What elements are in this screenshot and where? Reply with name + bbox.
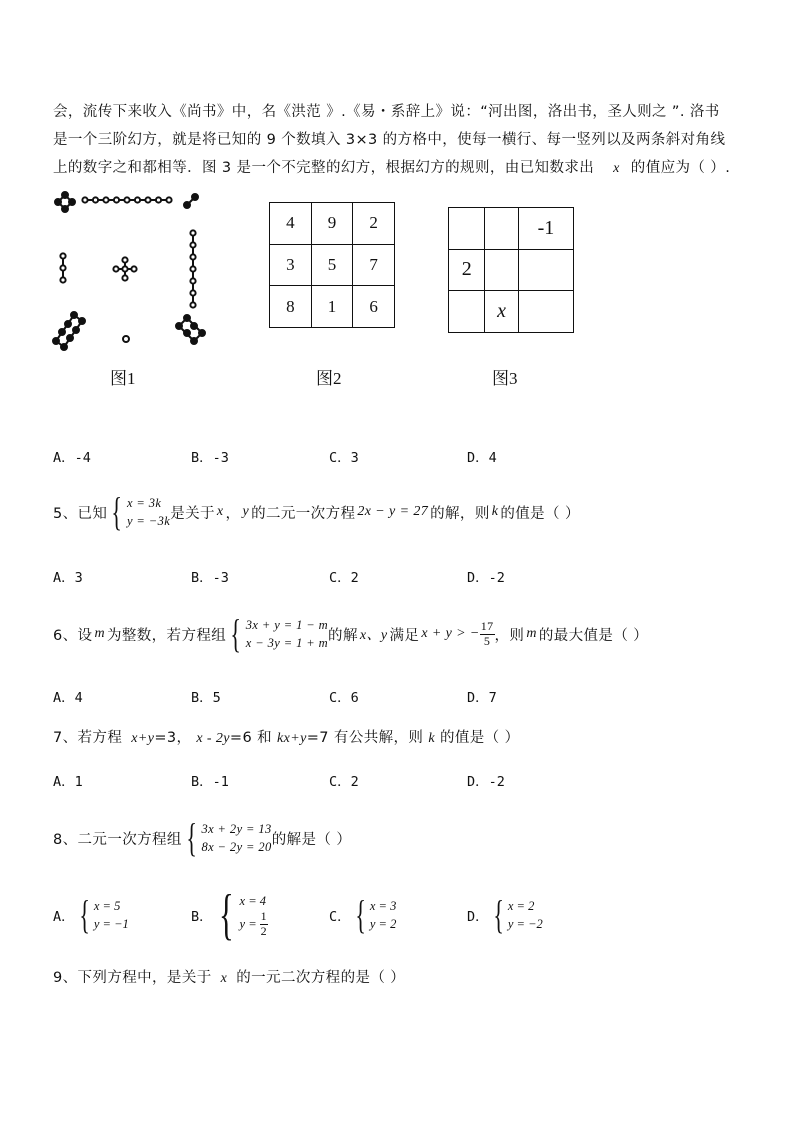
- grid-cell: [485, 249, 518, 291]
- fig2-caption: 图2: [316, 369, 342, 388]
- grid-cell: [449, 208, 485, 250]
- q6-equation-system: { 3x + y = 1 − m x − 3y = 1 + m: [230, 611, 329, 656]
- question-9: 9、下列方程中，是关于 x 的一元二次方程的是（ ）: [53, 970, 406, 986]
- brace-icon: {: [111, 489, 123, 534]
- grid-cell: 7: [353, 244, 395, 286]
- dot-group-1: [123, 336, 129, 342]
- brace-icon: {: [78, 892, 90, 937]
- dot-group-8: [53, 312, 85, 350]
- fig1-caption: 图1: [110, 369, 136, 388]
- grid-cell: [518, 291, 573, 333]
- grid-cell: 9: [311, 203, 353, 245]
- q8-option-d[interactable]: D． { x = 2 y = −2: [467, 892, 543, 937]
- grid-cell: x: [485, 291, 518, 333]
- q5-equation-system: { x = 3k y = −3k: [111, 489, 171, 534]
- dot-group-9: [82, 197, 171, 202]
- q4-option-c[interactable]: C．3: [329, 450, 359, 466]
- grid-cell: 1: [311, 286, 353, 328]
- dot-group-7: [190, 230, 195, 307]
- q7-option-b[interactable]: B．-1: [191, 774, 229, 790]
- grid-cell: [518, 249, 573, 291]
- dot-group-4: [55, 192, 75, 212]
- question-6: 6、设 m 为整数，若方程组 { 3x + y = 1 − m x − 3y = 1 + m 的解 x、y 满足 x + y > − $\frac{17}{5}$ ，则 m 的最大值是（ ）: [53, 611, 649, 656]
- dot-group-2: [184, 194, 198, 208]
- dot-group-3: [60, 253, 65, 282]
- q5-option-c[interactable]: C．2: [329, 570, 359, 586]
- question-7: 7、若方程 x+y=3， x - 2y=6 和 kx+y=7 有公共解，则 k 的值是（ ）: [53, 730, 520, 746]
- grid-cell: 5: [311, 244, 353, 286]
- q5-option-a[interactable]: A．3: [53, 570, 83, 586]
- intro-line-1: 会，流传下来收入《尚书》中，名《洪范 》.《易・系辞上》说：“河出图，洛出书，圣人则之 ”. 洛书: [53, 104, 720, 120]
- q7-option-a[interactable]: A．1: [53, 774, 83, 790]
- q4-option-a[interactable]: A．-4: [53, 450, 91, 466]
- grid-cell: 6: [353, 286, 395, 328]
- q8-option-c[interactable]: C． { x = 3 y = 2: [329, 892, 397, 937]
- brace-icon: {: [230, 611, 242, 656]
- q5-option-b[interactable]: B．-3: [191, 570, 229, 586]
- q7-option-c[interactable]: C．2: [329, 774, 359, 790]
- luoshu-dot-figure: [50, 188, 210, 358]
- magic-square-grid: [269, 202, 395, 328]
- grid-cell: [449, 291, 485, 333]
- grid-cell: 2: [353, 203, 395, 245]
- q4-option-d[interactable]: D．4: [467, 450, 497, 466]
- q8-equation-system: { 3x + 2y = 13 8x − 2y = 20: [186, 815, 272, 860]
- q6-option-d[interactable]: D．7: [467, 690, 497, 706]
- q7-option-d[interactable]: D．-2: [467, 774, 505, 790]
- q6-option-b[interactable]: B．5: [191, 690, 221, 706]
- grid-cell: -1: [518, 208, 573, 250]
- fig3-caption: 图3: [492, 369, 518, 388]
- grid-cell: 8: [270, 286, 312, 328]
- intro-line-2: 是一个三阶幻方，就是将已知的 9 个数填入 3×3 的方格中，使每一横行、每一竖列以及两条斜对角线: [53, 132, 726, 148]
- intro-line-3: 上的数字之和都相等．图 3 是一个不完整的幻方，根据幻方的规则，由已知数求出 x 的值应为（ ）.: [53, 160, 731, 176]
- question-8: 8、二元一次方程组 { 3x + 2y = 13 8x − 2y = 20 的解是（ ）: [53, 815, 352, 860]
- q6-option-a[interactable]: A．4: [53, 690, 83, 706]
- grid-cell: [485, 208, 518, 250]
- dot-group-5: [113, 257, 136, 280]
- dot-group-6: [176, 315, 205, 344]
- fraction: $\frac{1}{2}$: [260, 909, 267, 938]
- grid-cell: 3: [270, 244, 312, 286]
- brace-icon: {: [354, 892, 366, 937]
- brace-icon: {: [492, 892, 504, 937]
- question-5: 5、已知 { x = 3k y = −3k 是关于 x ， y 的二元一次方程 2x − y = 27 的解，则 k 的值是（ ）: [53, 489, 580, 534]
- brace-icon: {: [218, 884, 234, 946]
- q5-option-d[interactable]: D．-2: [467, 570, 505, 586]
- brace-icon: {: [186, 815, 198, 860]
- incomplete-magic-square-grid: [448, 207, 574, 333]
- q8-option-a[interactable]: A． { x = 5 y = −1: [53, 892, 129, 937]
- grid-cell: 4: [270, 203, 312, 245]
- q6-option-c[interactable]: C．6: [329, 690, 359, 706]
- q8-option-b[interactable]: B． { x = 4 y = $\frac{1}{2}$: [191, 884, 267, 946]
- grid-cell: 2: [449, 249, 485, 291]
- q4-option-b[interactable]: B．-3: [191, 450, 229, 466]
- fraction: $\frac{17}{5}$: [480, 619, 494, 648]
